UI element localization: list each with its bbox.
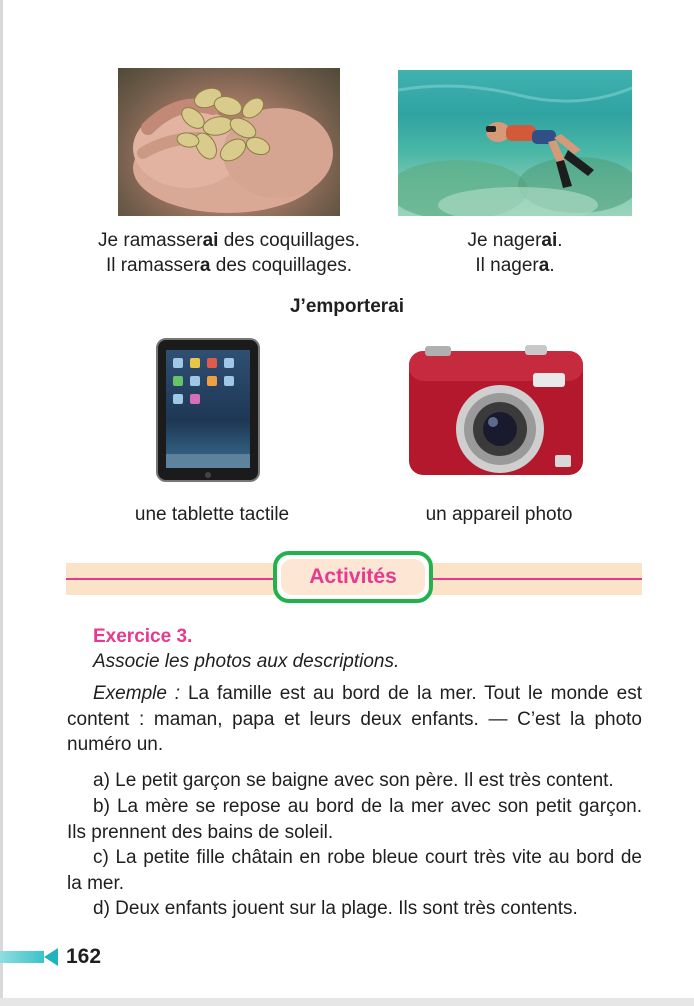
caption-camera: un appareil photo bbox=[425, 504, 573, 525]
caption-snorkel-line2-pre: Il nager bbox=[475, 255, 539, 276]
exercise-item-a: a) Le petit garçon se baigne avec son père. Il est très content. bbox=[93, 770, 614, 791]
page-left-edge bbox=[0, 0, 3, 1006]
page-footer bbox=[0, 945, 120, 969]
camera-icon bbox=[405, 343, 585, 481]
exercise-item-d: d) Deux enfants jouent sur la plage. Ils sont très contents. bbox=[93, 898, 578, 919]
tablet-icon bbox=[153, 336, 263, 484]
exercise-item-c: c) La petite fille châtain en robe bleue court très vite au bord de la mer. bbox=[67, 847, 642, 894]
exercise-item-b: b) La mère se repose au bord de la mer avec son petit garçon. Ils prennent des bains de soleil. bbox=[67, 796, 642, 843]
caption-shells bbox=[60, 228, 398, 278]
caption-shells-line1-post: des coquillages. bbox=[218, 230, 360, 251]
section-title: J’emporterai bbox=[289, 296, 405, 317]
exercise-title: Exercice 3. bbox=[93, 626, 193, 647]
page-bottom-edge bbox=[0, 998, 694, 1006]
photo-tablet bbox=[153, 336, 263, 484]
caption-shells-line1 bbox=[60, 228, 398, 253]
exercise-example bbox=[67, 681, 642, 758]
caption-shells-line1-bold: ai bbox=[202, 230, 219, 251]
activities-banner-label: Activités bbox=[281, 559, 425, 595]
photo-camera bbox=[405, 343, 585, 481]
footer-arrow-icon bbox=[44, 948, 58, 966]
snorkeler-illustration bbox=[398, 70, 632, 216]
footer-bar bbox=[0, 951, 44, 963]
photo-hands-with-shells bbox=[118, 68, 340, 216]
photo-snorkeler-underwater bbox=[398, 70, 632, 216]
example-text: La famille est au bord de la mer. Tout le monde est content : maman, papa et leurs deux enfants. — C’est la photo numéro un. bbox=[67, 683, 642, 755]
caption-shells-line1-pre: Je ramasser bbox=[98, 230, 203, 251]
caption-snorkel-line1 bbox=[398, 228, 632, 253]
caption-shells-line2 bbox=[60, 253, 398, 278]
caption-shells-line2-bold: a bbox=[199, 255, 211, 276]
caption-snorkel-line2 bbox=[398, 253, 632, 278]
hands-shells-illustration bbox=[118, 68, 340, 216]
caption-shells-line2-post: des coquillages. bbox=[210, 255, 353, 276]
caption-snorkel bbox=[398, 228, 632, 278]
caption-snorkel-line2-bold: a bbox=[538, 255, 550, 276]
caption-snorkel-line1-bold: ai bbox=[541, 230, 558, 251]
caption-tablet: une tablette tactile bbox=[134, 504, 290, 525]
caption-snorkel-line1-pre: Je nager bbox=[467, 230, 542, 251]
caption-snorkel-line1-post: . bbox=[557, 230, 563, 251]
example-label: Exemple : bbox=[93, 683, 181, 704]
caption-snorkel-line2-post: . bbox=[549, 255, 555, 276]
activities-banner bbox=[273, 551, 433, 603]
exercise-instruction: Associe les photos aux descriptions. bbox=[93, 651, 400, 672]
page-number: 162 bbox=[66, 945, 102, 968]
caption-shells-line2-pre: Il ramasser bbox=[105, 255, 200, 276]
